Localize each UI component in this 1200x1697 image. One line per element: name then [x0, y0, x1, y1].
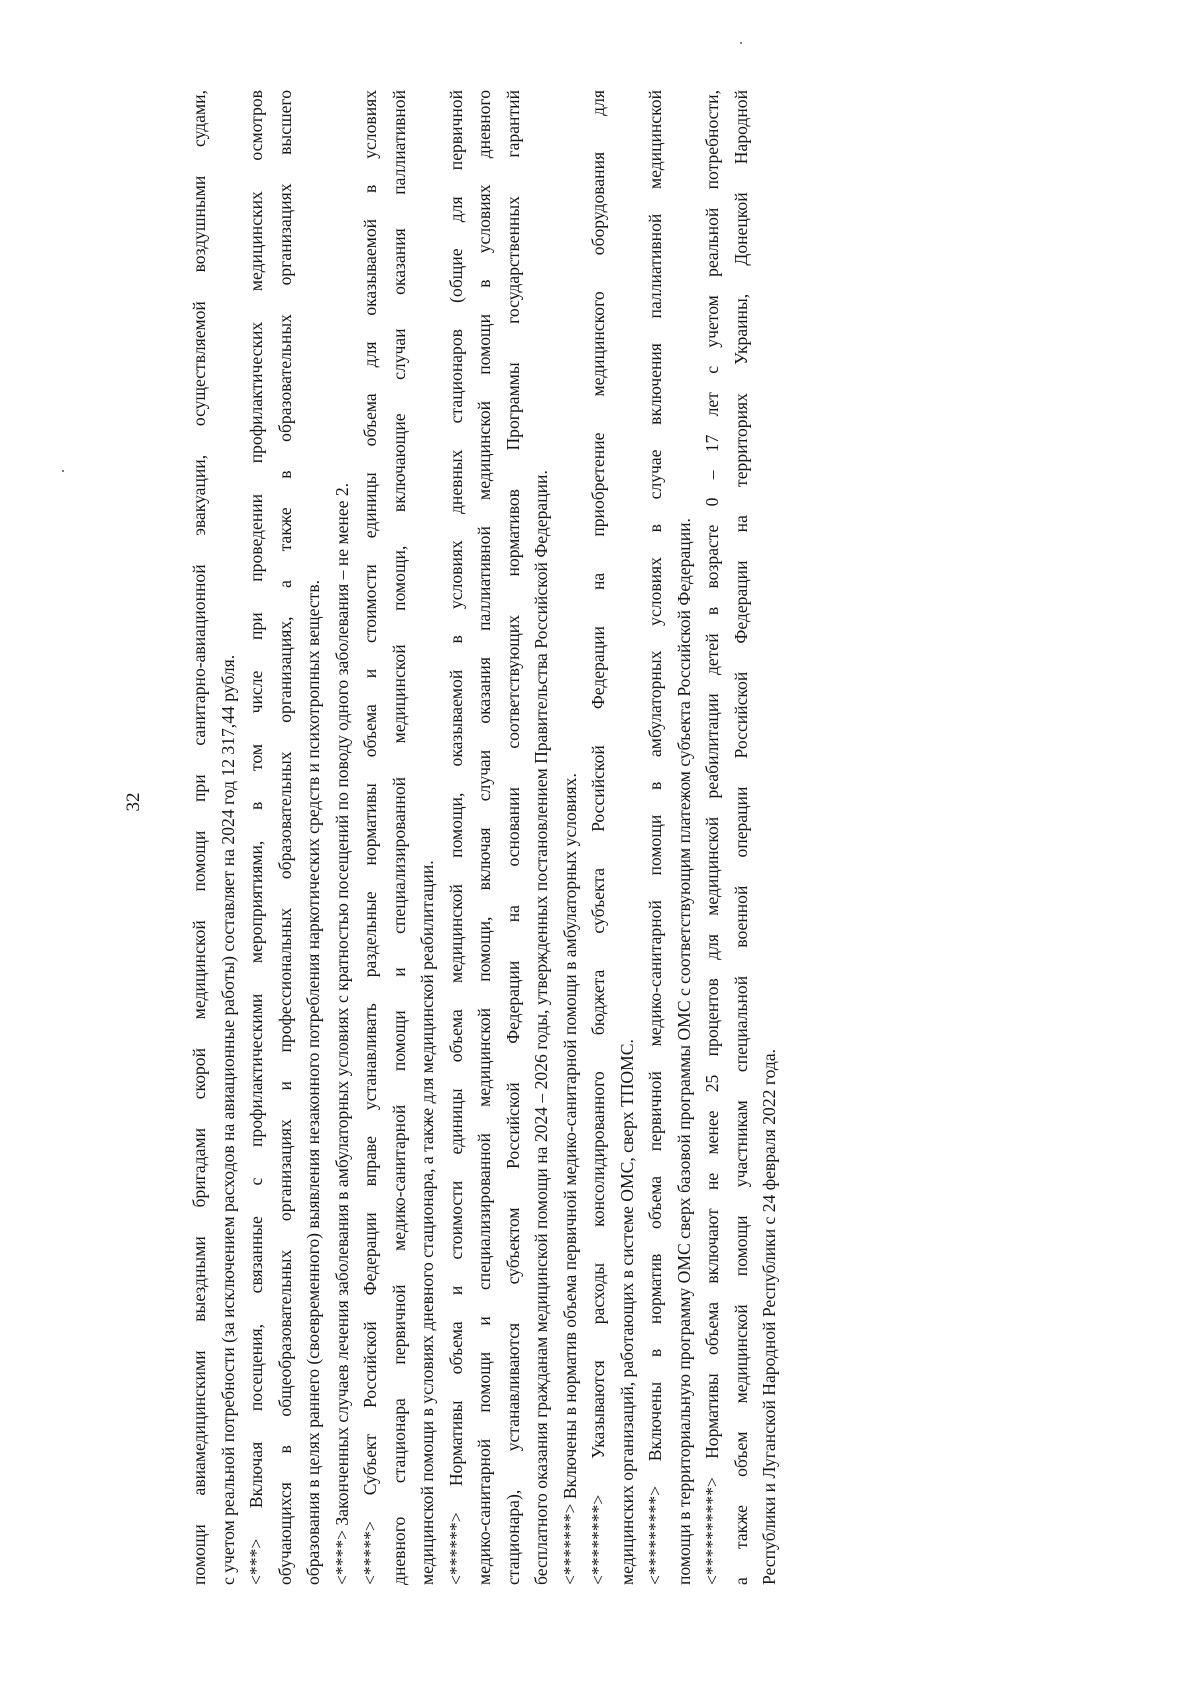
- footnotes-block: [185, 90, 784, 1585]
- text-line: <**********> Нормативы объема включают не менее 25 процентов для медицинской реабилитации детей в возрасте 0 – 17 лет с учетом реальной потребности,: [702, 90, 722, 1585]
- text-line: <***> Включая посещения, связанные с профилактическими мероприятиями, в том числе при проведении профилактических медицинских осмотров: [246, 90, 266, 1585]
- text-line: помощи авиамедицинскими выездными бригадами скорой медицинской помощи при санитарно-авиационной эвакуации, осуществляемой воздушными судами,: [189, 90, 209, 1585]
- text-line: обучающихся в общеобразовательных организациях и профессиональных образовательных организациях, а также в образовательных организациях высшего: [274, 90, 295, 1585]
- text-line: медицинской помощи в условиях дневного стационара, а также для медицинской реабилитации.: [417, 860, 437, 1585]
- text-line: <*****> Субъект Российской Федерации вправе устанавливать раздельные нормативы объема и стоимости единицы объема для оказываемой в условиях: [360, 90, 380, 1585]
- text-line: дневного стационара первичной медико-санитарной помощи и специализированной медицинской помощи, включающие случаи оказания паллиативной: [388, 90, 409, 1585]
- scan-speck: [62, 470, 64, 472]
- text-line: <********> Указываются расходы консолидированного бюджета субъекта Российской Федерации на приобретение медицинского оборудования для: [588, 90, 608, 1585]
- text-line: <****> Законченных случаев лечения заболевания в амбулаторных условиях с кратностью посещений по поводу одного заболевания – не менее 2.: [331, 482, 352, 1585]
- text-line: медико-санитарной помощи и специализированной медицинской помощи, включая случаи оказания паллиативной медицинской помощи в условиях дневного: [474, 90, 494, 1585]
- text-line: <*******> Включены в норматив объема первичной медико-санитарной помощи в амбулаторных условиях.: [559, 773, 580, 1585]
- text-line: помощи в территориальную программу ОМС сверх базовой программы ОМС с соответствующим платежом субъекта Российской Федерации.: [673, 518, 694, 1585]
- text-line: с учетом реальной потребности (за исключением расходов на авиационные работы) составляет на 2024 год 12 317,44 рубля.: [217, 654, 238, 1585]
- text-line: стационара), устанавливаются субъектом Российской Федерации на основании соответствующих нормативов Программы государственных гарантий: [502, 90, 523, 1585]
- text-line: <******> Нормативы объема и стоимости единицы объема медицинской помощи, оказываемой в условиях дневных стационаров (общие для первичной: [445, 90, 466, 1585]
- text-line: образования в целях раннего (своевременного) выявления незаконного потребления наркотических средств и психотропных веществ.: [303, 579, 323, 1585]
- text-line: а также объем медицинской помощи участникам специальной военной операции Российской Федерации на территориях Украины, Донецкой Народной: [730, 90, 751, 1585]
- text-line: бесплатного оказания гражданам медицинской помощи на 2024 – 2026 годы, утвержденных постановлением Правительства Российской Федерации.: [531, 470, 551, 1585]
- scan-speck: [740, 42, 742, 44]
- text-line: Республики и Луганской Народной Республики с 24 февраля 2022 года.: [759, 1048, 779, 1585]
- text-line: <*********> Включены в норматив объема первичной медико-санитарной помощи в амбулаторных условиях в случае включения паллиативной медицинской: [645, 90, 665, 1585]
- text-line: медицинских организаций, работающих в системе ОМС, сверх ТПОМС.: [616, 1039, 637, 1585]
- page-number: 32: [123, 792, 144, 812]
